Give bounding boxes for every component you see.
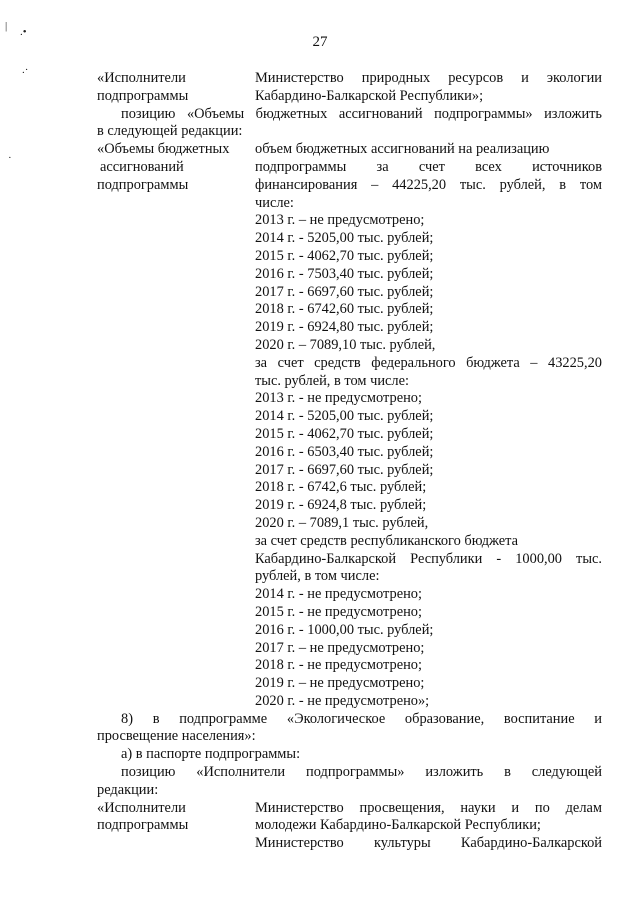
- page-number: 27: [312, 34, 328, 50]
- row-value: Министерство природных ресурсов и экологии Кабардино-Балкарской Республики»;: [255, 70, 602, 104]
- executors-table-row: [97, 70, 602, 106]
- document-body: [97, 70, 602, 853]
- paragraph: редакции:: [97, 781, 159, 798]
- row-value: объем бюджетных ассигнований на реализацию подпрограммы за счет всех источников финансирования – 44225,20 тыс. рублей, в том числе: 2013 г. – не предусмотрено; 2014 г. - 5205,00 тыс. рублей; 2015 г. - 4062,70 тыс. рублей; 2016 г. - 7503,40 тыс. рублей; 2017 г. - 6697,60 тыс. рублей; 2018 г. - 6742,60 тыс. рублей; 2019 г. - 6924,80 тыс. рублей; 2020 г. – 7089,10 тыс. рублей, за счет средств федерального бюджета – 43225,20 тыс. рублей, в том числе: 2013 г. - не предусмотрено; 2014 г. - 5205,00 тыс. рублей; 2015 г. - 4062,70 тыс. рублей; 2016 г. - 6503,40 тыс. рублей; 2017 г. - 6697,60 тыс. рублей; 2018 г. - 6742,6 тыс. рублей; 2019 г. - 6924,8 тыс. рублей; 2020 г. – 7089,1 тыс. рублей, за счет средств республиканского бюджета Кабардино-Балкарской Республики - 1000,00 тыс. рублей, в том числе: 2014 г. - не предусмотрено; 2015 г. - не предусмотрено; 2016 г. - 1000,00 тыс. рублей; 2017 г. – не предусмотрено; 2018 г. - не предусмотрено; 2019 г. – не предусмотрено; 2020 г. - не предусмотрено»;: [255, 141, 602, 709]
- paragraph: просвещение населения»:: [97, 728, 256, 745]
- executors-table-row: [97, 800, 602, 853]
- budget-table-row: [97, 141, 602, 711]
- margin-mark: .•: [20, 26, 27, 38]
- row-label: «Исполнители подпрограммы: [97, 799, 189, 834]
- paragraph: в следующей редакции:: [97, 123, 243, 140]
- margin-mark: |: [5, 20, 8, 32]
- paragraph: 8) в подпрограмме «Экологическое образование, воспитание и: [121, 710, 602, 727]
- paragraph: а) в паспорте подпрограммы:: [121, 746, 301, 763]
- margin-mark: .·: [22, 64, 29, 76]
- row-label: «Исполнители подпрограммы: [97, 70, 189, 104]
- paragraph: позицию «Объемы бюджетных ассигнований подпрограммы» изложить: [121, 105, 602, 122]
- paragraph: позицию «Исполнители подпрограммы» изложить в следующей: [121, 764, 602, 781]
- row-label: «Объемы бюджетных ассигнований подпрограммы: [97, 141, 230, 193]
- margin-mark: ·: [8, 152, 12, 164]
- row-value: Министерство просвещения, науки и по делам молодежи Кабардино-Балкарской Республики; Министерство культуры Кабардино-Балкарской: [255, 799, 602, 852]
